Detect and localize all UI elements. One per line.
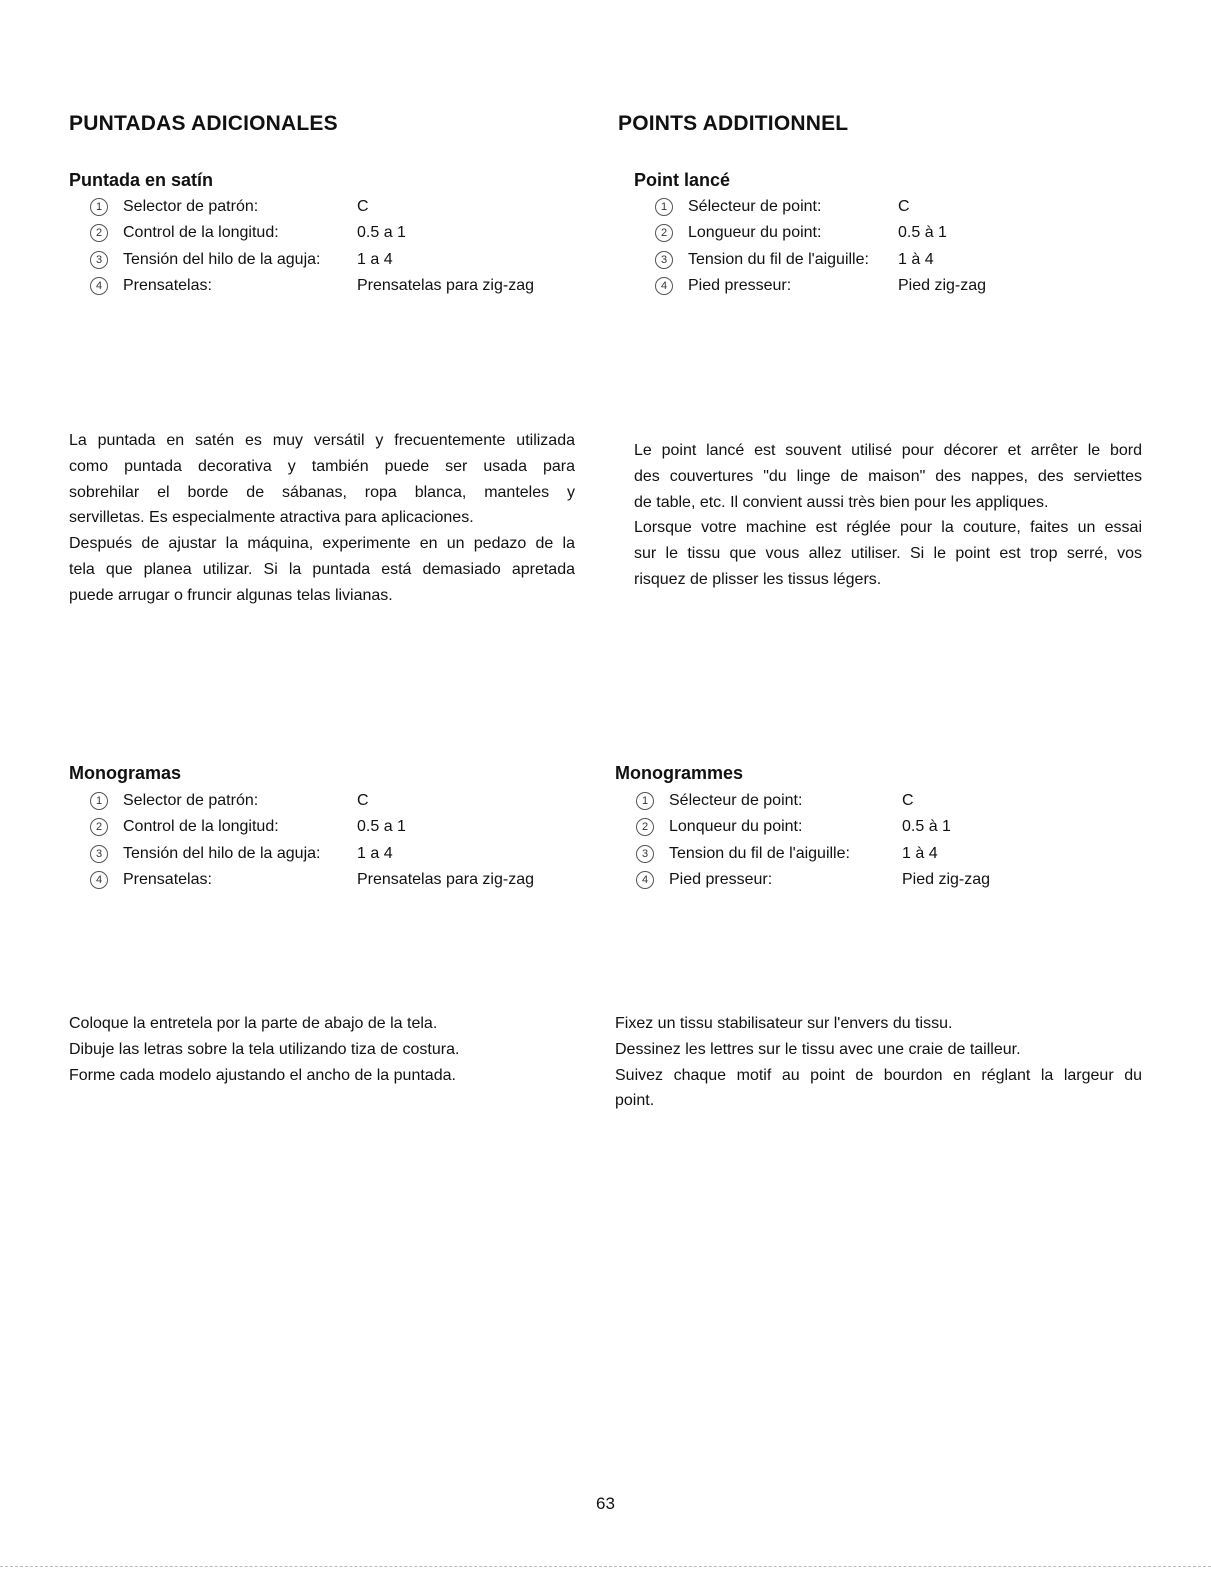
setting-row — [636, 867, 1176, 893]
setting-value: C — [898, 198, 910, 215]
satin-title-fr: Point lancé — [634, 170, 731, 190]
setting-label: Sélecteur de point: — [669, 792, 803, 809]
satin-text-fr — [634, 438, 1142, 593]
text-line: Dibuje las letras sobre la tela utilizando tiza de costura. — [69, 1040, 460, 1058]
text-line: de table, etc. Il convient aussi très bien pour les appliques. — [634, 493, 1049, 511]
text-line: servilletas. Es especialmente atractiva para aplicaciones. — [69, 509, 474, 527]
setting-label: Tension du fil de l'aiguille: — [669, 844, 850, 862]
heading-fr: POINTS ADDITIONNEL — [618, 112, 849, 135]
setting-row — [90, 220, 610, 246]
text-line: Fixez un tissu stabilisateur sur l'envers du tissu. — [615, 1015, 953, 1032]
setting-label: Prensatelas: — [123, 276, 212, 294]
setting-value: 1 a 4 — [357, 250, 393, 268]
setting-row — [90, 814, 610, 840]
circled-number: 2 — [636, 818, 654, 836]
circled-number: 2 — [655, 224, 673, 242]
setting-value: 1 à 4 — [902, 844, 938, 862]
setting-value: Pied zig-zag — [902, 870, 991, 888]
circled-number: 1 — [90, 792, 108, 810]
setting-value: 0.5 à 1 — [898, 224, 947, 242]
text-line: des couvertures "du linge de maison" des nappes, des serviettes — [634, 467, 1142, 485]
satin-settings-fr — [655, 194, 1175, 299]
mono-text-fr — [615, 1011, 1142, 1114]
setting-row — [90, 867, 610, 893]
text-line: point. — [615, 1092, 655, 1110]
setting-label: Tensión del hilo de la aguja: — [123, 250, 321, 268]
setting-label: Lonqueur du point: — [669, 818, 803, 836]
text-line: puede arrugar o fruncir algunas telas livianas. — [69, 586, 393, 604]
setting-row — [90, 194, 610, 220]
heading-es: PUNTADAS ADICIONALES — [69, 112, 338, 135]
setting-row — [636, 814, 1176, 840]
circled-number: 3 — [655, 251, 673, 269]
text-line: como puntada decorativa y también puede ser usada para — [69, 457, 575, 475]
setting-value: Pied zig-zag — [898, 276, 987, 294]
circled-number: 4 — [636, 871, 654, 889]
text-line: Coloque la entretela por la parte de abajo de la tela. — [69, 1015, 438, 1032]
circled-number: 4 — [90, 871, 108, 889]
setting-label: Control de la longitud: — [123, 224, 279, 242]
setting-row — [90, 788, 610, 814]
text-line: tela que planea utilizar. Si la puntada está demasiado apretada — [69, 560, 575, 578]
setting-label: Pied presseur: — [688, 276, 792, 294]
setting-row — [90, 247, 610, 273]
circled-number: 2 — [90, 224, 108, 242]
setting-label: Control de la longitud: — [123, 818, 279, 836]
text-line: Forme cada modelo ajustando el ancho de la puntada. — [69, 1066, 456, 1084]
setting-label: Longueur du point: — [688, 224, 822, 242]
setting-value: 1 a 4 — [357, 844, 393, 862]
setting-label: Sélecteur de point: — [688, 198, 822, 215]
mono-title-es: Monogramas — [69, 763, 182, 783]
circled-number: 1 — [636, 792, 654, 810]
satin-settings-es — [90, 194, 610, 299]
page-number: 63 — [596, 1494, 615, 1513]
mono-title-fr: Monogrammes — [615, 763, 744, 783]
setting-value: Prensatelas para zig-zag — [357, 276, 534, 294]
text-line: Dessinez les lettres sur le tissu avec une craie de tailleur. — [615, 1040, 1021, 1058]
setting-value: 1 à 4 — [898, 250, 934, 268]
mono-settings-fr — [636, 788, 1176, 893]
setting-value: 0.5 à 1 — [902, 818, 951, 836]
setting-value: C — [357, 198, 369, 215]
setting-label: Pied presseur: — [669, 870, 773, 888]
circled-number: 3 — [636, 845, 654, 863]
text-line: Suivez chaque motif au point de bourdon en réglant la largeur du — [615, 1066, 1142, 1084]
satin-title-es: Puntada en satín — [69, 170, 214, 190]
mono-text-es — [69, 1011, 575, 1088]
text-line: sur le tissu que vous allez utiliser. Si le point est trop serré, vos — [634, 545, 1142, 563]
setting-label: Prensatelas: — [123, 870, 212, 888]
setting-row — [655, 194, 1175, 220]
circled-number: 3 — [90, 845, 108, 863]
circled-number: 4 — [655, 277, 673, 295]
setting-row — [636, 841, 1176, 867]
circled-number: 1 — [90, 198, 108, 216]
setting-value: Prensatelas para zig-zag — [357, 870, 534, 888]
circled-number: 1 — [655, 198, 673, 216]
text-line: sobrehilar el borde de sábanas, ropa blanca, manteles y — [69, 483, 575, 501]
text-line: risquez de plisser les tissus légers. — [634, 570, 882, 588]
circled-number: 4 — [90, 277, 108, 295]
setting-row — [655, 273, 1175, 299]
setting-row — [655, 220, 1175, 246]
text-line: La puntada en satén es muy versátil y frecuentemente utilizada — [69, 432, 575, 449]
setting-row — [636, 788, 1176, 814]
setting-value: 0.5 a 1 — [357, 818, 406, 836]
circled-number: 2 — [90, 818, 108, 836]
setting-label: Tensión del hilo de la aguja: — [123, 844, 321, 862]
setting-label: Tension du fil de l'aiguille: — [688, 250, 869, 268]
mono-settings-es — [90, 788, 610, 893]
setting-row — [655, 247, 1175, 273]
circled-number: 3 — [90, 251, 108, 269]
text-line: Le point lancé est souvent utilisé pour décorer et arrêter le bord — [634, 442, 1142, 459]
text-line: Después de ajustar la máquina, experimente en un pedazo de la — [69, 535, 575, 553]
setting-label: Selector de patrón: — [123, 198, 259, 215]
setting-value: 0.5 a 1 — [357, 224, 406, 242]
text-line: Lorsque votre machine est réglée pour la couture, faites un essai — [634, 519, 1142, 537]
setting-label: Selector de patrón: — [123, 792, 259, 809]
setting-value: C — [902, 792, 914, 809]
page-edge-divider — [0, 1566, 1211, 1567]
setting-value: C — [357, 792, 369, 809]
setting-row — [90, 273, 610, 299]
setting-row — [90, 841, 610, 867]
satin-text-es — [69, 428, 575, 609]
